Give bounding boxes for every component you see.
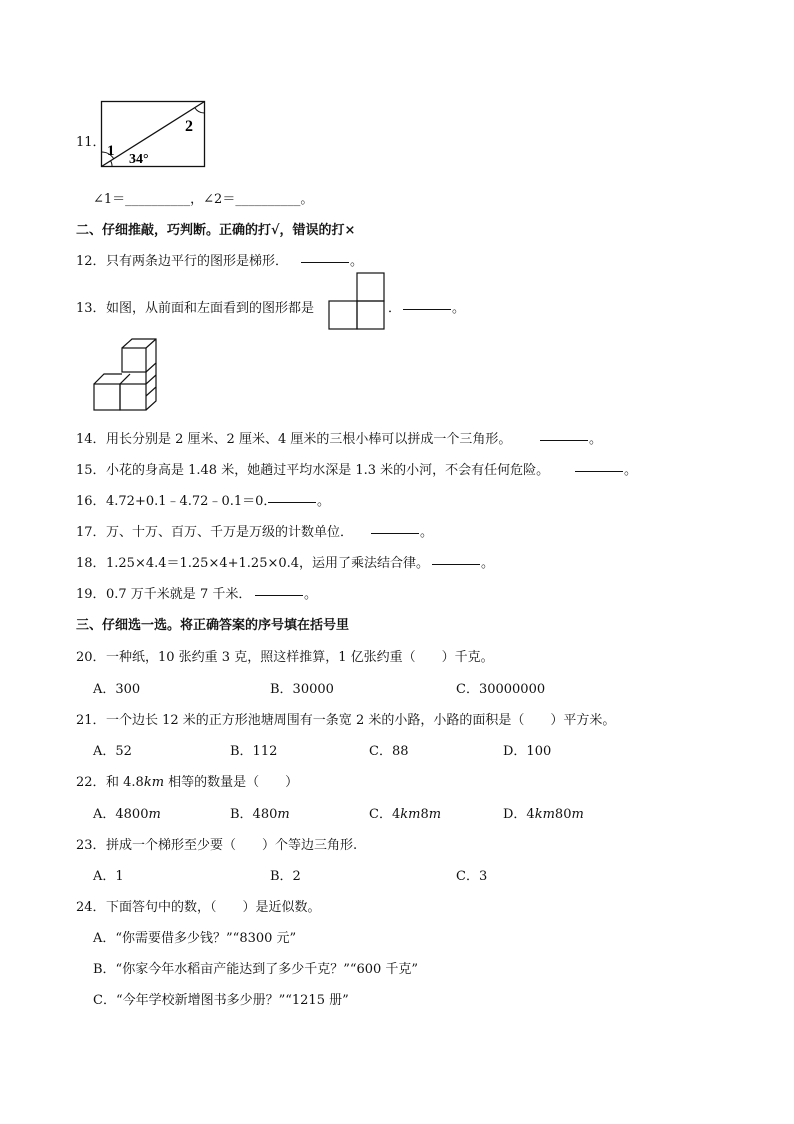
q16-text: 4.72+0.1﹣4.72﹣0.1＝0． xyxy=(106,494,277,509)
q22-option-a[interactable]: A．4800m xyxy=(93,807,161,822)
angle-1-label: 1 xyxy=(107,143,115,159)
q18-tail: 。 xyxy=(481,556,495,571)
q21-text: 一个边长 12 米的正方形池塘周围有一条宽 2 米的小路，小路的面积是（ ）平方米。 xyxy=(106,713,616,728)
q12-number: 12． xyxy=(76,254,106,269)
q19-text: 0.7 万千米就是 7 千米． xyxy=(106,587,252,602)
q24-option-c[interactable]: C．“今年学校新增图书多少册？”“1215 册” xyxy=(93,993,349,1008)
q14-text: 用长分别是 2 厘米、2 厘米、4 厘米的三根小棒可以拼成一个三角形。 xyxy=(106,432,512,447)
q13-tail: 。 xyxy=(452,301,466,316)
q13-cubes-figure xyxy=(92,338,166,412)
q17-answer-blank[interactable] xyxy=(371,521,419,534)
q20-option-b[interactable]: B．30000 xyxy=(270,682,334,697)
q21-number: 21． xyxy=(76,713,106,728)
q23-text: 拼成一个梯形至少要（ ）个等边三角形. xyxy=(106,838,358,853)
q22-option-d[interactable]: D．4km80m xyxy=(503,807,584,822)
q21-option-a[interactable]: A．52 xyxy=(93,744,132,759)
q20-text: 一种纸，10 张约重 3 克，照这样推算，1 亿张约重（ ）千克。 xyxy=(106,650,494,665)
q20-option-c[interactable]: C．30000000 xyxy=(456,682,546,697)
q16-number: 16． xyxy=(76,494,106,509)
q22-option-c[interactable]: C．4km8m xyxy=(369,807,442,822)
q13-number: 13． xyxy=(76,301,106,316)
q12-text: 只有两条边平行的图形是梯形． xyxy=(106,254,289,269)
q16-tail: 。 xyxy=(317,494,331,509)
q19-number: 19． xyxy=(76,587,106,602)
q22-text: 和 4.8km 相等的数量是（ ） xyxy=(106,775,299,790)
q11-number: 11． xyxy=(76,135,106,150)
q13-answer-blank[interactable] xyxy=(403,297,451,310)
q17-text: 万、十万、百万、千万是万级的计数单位． xyxy=(106,525,354,540)
q24-option-a[interactable]: A．“你需要借多少钱？”“8300 元” xyxy=(93,931,297,946)
q24-option-b[interactable]: B．“你家今年水稻亩产能达到了多少千克？”“600 千克” xyxy=(93,962,419,977)
q15-text: 小花的身高是 1.48 米，她趟过平均水深是 1.3 米的小河，不会有任何危险。 xyxy=(106,463,550,478)
q23-option-b[interactable]: B．2 xyxy=(270,869,301,884)
q18-number: 18． xyxy=(76,556,106,571)
q15-number: 15． xyxy=(76,463,106,478)
q21-option-b[interactable]: B．112 xyxy=(230,744,278,759)
q11-angle-figure xyxy=(100,100,208,170)
q14-number: 14． xyxy=(76,432,106,447)
q17-tail: 。 xyxy=(420,525,434,540)
q22-number: 22． xyxy=(76,775,106,790)
q23-option-c[interactable]: C．3 xyxy=(456,869,488,884)
q11-blanks-line: ∠1＝__________，∠2＝__________。 xyxy=(93,192,314,207)
q24-number: 24． xyxy=(76,900,106,915)
q21-option-c[interactable]: C．88 xyxy=(369,744,409,759)
q12-answer-blank[interactable] xyxy=(301,250,349,263)
angle-34-label: 34° xyxy=(129,152,149,167)
q13-tail-dot: ． xyxy=(388,301,402,316)
q14-tail: 。 xyxy=(589,432,603,447)
q21-option-d[interactable]: D．100 xyxy=(503,744,552,759)
q16-answer-blank[interactable] xyxy=(268,490,316,503)
q13-text: 如图，从前面和左面看到的图形都是 xyxy=(106,301,315,316)
q19-tail: 。 xyxy=(304,587,318,602)
q14-answer-blank[interactable] xyxy=(540,428,588,441)
q12-tail: 。 xyxy=(350,254,364,269)
q20-number: 20． xyxy=(76,650,106,665)
q15-answer-blank[interactable] xyxy=(575,459,623,472)
q24-text: 下面答句中的数，（ ）是近似数。 xyxy=(106,900,321,915)
q22-option-b[interactable]: B．480m xyxy=(230,807,290,822)
q23-number: 23． xyxy=(76,838,106,853)
q15-tail: 。 xyxy=(624,463,638,478)
q18-text: 1.25×4.4＝1.25×4+1.25×0.4，运用了乘法结合律。 xyxy=(106,556,430,571)
q17-number: 17． xyxy=(76,525,106,540)
angle-2-label: 2 xyxy=(185,118,193,135)
section-3-title: 三、仔细选一选。将正确答案的序号填在括号里 xyxy=(76,618,350,633)
section-2-title: 二、仔细推敲，巧判断。正确的打√，错误的打× xyxy=(76,223,356,238)
q19-answer-blank[interactable] xyxy=(255,583,303,596)
q23-option-a[interactable]: A．1 xyxy=(93,869,124,884)
q20-option-a[interactable]: A．300 xyxy=(93,682,141,697)
q18-answer-blank[interactable] xyxy=(432,552,480,565)
q13-view-figure xyxy=(328,272,386,330)
